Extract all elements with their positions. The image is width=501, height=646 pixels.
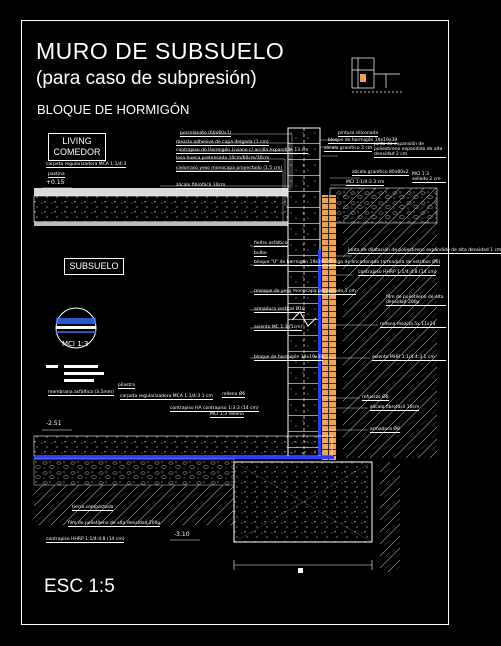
left-annotation: MCI 1:3 relleno xyxy=(210,412,244,417)
left-annotation: pilastra xyxy=(118,383,135,388)
left-annotation: cielorraso yeso monocapa proyectado (1.5 cm) xyxy=(176,166,283,171)
drawing-title: MURO DE SUBSUELO xyxy=(36,38,285,64)
outer-slab xyxy=(330,188,437,223)
right-annotation: zócalo granítico 80x80x2 xyxy=(352,170,409,175)
left-annotation: fieltro asfáltico xyxy=(254,241,288,246)
right-annotation: pintura siliconada xyxy=(338,131,379,136)
right-annotation: bloque de hormigón 19x19x39 xyxy=(328,138,398,143)
upper-floor-slab xyxy=(34,188,298,226)
left-annotation: bulbo xyxy=(254,251,267,256)
left-annotation: losa hueca pretensada 10cm/60cm/30cm xyxy=(176,156,270,161)
level-bottom: -3.10 xyxy=(174,531,190,538)
right-annotation: junta de dilatación de poliestireno expandido de alta densidad 1 cm xyxy=(348,248,501,253)
left-annotation: membrana asfáltica (3.5mm) xyxy=(48,390,114,395)
drawing-subtitle: (para caso de subpresión) xyxy=(36,68,257,89)
left-annotation: zócalo fibrofácil 10cm xyxy=(176,183,226,188)
room-label-subsuelo: SUBSUELO xyxy=(64,258,124,275)
right-annotation: film de polietileno de alta densidad 200μ xyxy=(386,295,446,306)
left-annotation: bloque de hormigón 19x19x39 xyxy=(254,355,324,360)
room-label-living: LIVING COMEDOR xyxy=(48,133,106,161)
left-annotation: bloque "U" de hormigón 19x19x39 viga de encadenado (armadura de estribos Ø6) xyxy=(254,260,441,265)
left-annotation: carpeta regularizadora MCA 1:1/4:3 1 cm xyxy=(120,394,213,399)
level-lower: -2.51 xyxy=(46,420,62,427)
detail-callout-label: MCI 1:3 xyxy=(62,340,89,348)
right-annotation: MCI 1:1/4:3 3 cm xyxy=(346,180,385,185)
level-upper: +0.15 xyxy=(46,179,65,186)
left-annotation: asiento MC 1:3 (1cm) xyxy=(254,325,303,330)
left-annotation: armadura vertical Ø10 xyxy=(254,307,305,312)
right-annotation: junta de expansión de poliestireno expandido de alta densidad 2 cm xyxy=(374,142,446,158)
legend-marks xyxy=(46,365,104,382)
left-annotation: carpeta regularizadora MCA 1:1/4:3 xyxy=(46,162,127,167)
left-annotation: mezcla adhesiva de capa delgada (1 cm) xyxy=(176,140,269,145)
left-annotation: contrapiso de Hormigón Liviano c/ arcilla expandida 13 cm xyxy=(176,148,309,153)
right-annotation: asiento MHR 1:1/4:4:3 1 cm xyxy=(372,355,446,361)
right-annotation: contrapiso HHRP 1:1/4:4:8 (14 cm) xyxy=(358,270,437,275)
right-annotation: MCI 1:3 sellado 2 cm xyxy=(412,172,446,183)
scale-label: ESC 1:5 xyxy=(44,576,115,597)
left-annotation: contrapiso HA contrapiso 1:3:3 (14 cm) xyxy=(170,406,259,411)
left-annotation: film de polietileno de alta densidad 200μ xyxy=(68,521,161,526)
brick-facing xyxy=(322,195,336,460)
left-annotation: revoque de yeso monocapa proyectado 1 cm xyxy=(254,289,356,294)
left-annotation: relleno Ø6 xyxy=(222,392,246,397)
left-annotation: porcelanato (60x60x1) xyxy=(180,131,232,136)
right-annotation: zócalo granítico 3 cm xyxy=(324,146,373,151)
key-plan-icon xyxy=(352,58,404,92)
left-annotation: tierra compactada xyxy=(72,505,114,510)
drawing-subtitle-material: BLOQUE DE HORMIGÓN xyxy=(37,102,190,117)
foundation-footing xyxy=(234,462,400,573)
right-annotation: armadura Ø8 xyxy=(370,427,400,432)
right-annotation: refuerzo Ø6 xyxy=(362,395,389,400)
left-annotation: contrapiso HHRP 1:1/4:4:8 (14 cm) xyxy=(46,537,125,542)
right-annotation: relleno mezcla 5x 11x24 xyxy=(380,322,446,328)
right-annotation: zócalo fibrofácil 10cm xyxy=(370,405,420,410)
left-annotation: pastina xyxy=(48,172,65,177)
